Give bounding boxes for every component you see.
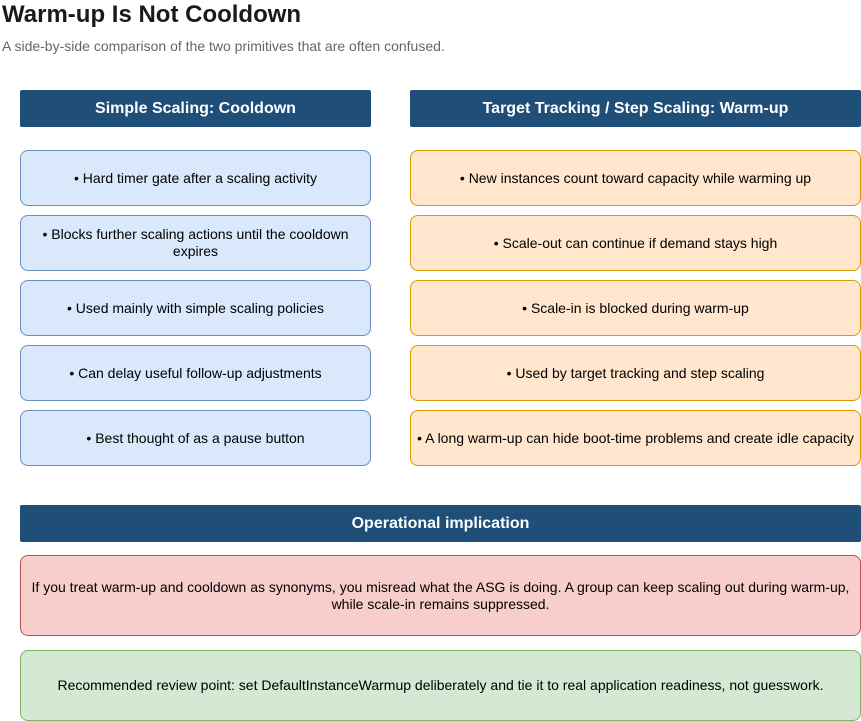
implication-recommendation: Recommended review point: set DefaultInstanceWarmup deliberately and tie it to real application readiness, not guesswork. <box>20 650 861 721</box>
cooldown-item-3: • Used mainly with simple scaling policies <box>20 280 371 336</box>
warmup-item-3: • Scale-in is blocked during warm-up <box>410 280 861 336</box>
implication-header: Operational implication <box>20 505 861 542</box>
cooldown-item-5: • Best thought of as a pause button <box>20 410 371 466</box>
warmup-item-2: • Scale-out can continue if demand stays high <box>410 215 861 271</box>
cooldown-item-2: • Blocks further scaling actions until the cooldown expires <box>20 215 371 271</box>
warmup-item-1: • New instances count toward capacity while warming up <box>410 150 861 206</box>
implication-warning: If you treat warm-up and cooldown as synonyms, you misread what the ASG is doing. A group can keep scaling out during warm-up, while scale-in remains suppressed. <box>20 555 861 636</box>
cooldown-item-4: • Can delay useful follow-up adjustments <box>20 345 371 401</box>
page-subtitle: A side-by-side comparison of the two primitives that are often confused. <box>2 38 445 54</box>
page-title: Warm-up Is Not Cooldown <box>2 1 302 28</box>
warmup-item-4: • Used by target tracking and step scaling <box>410 345 861 401</box>
warmup-item-5: • A long warm-up can hide boot-time problems and create idle capacity <box>410 410 861 466</box>
cooldown-header: Simple Scaling: Cooldown <box>20 90 371 127</box>
cooldown-item-1: • Hard timer gate after a scaling activity <box>20 150 371 206</box>
warmup-header: Target Tracking / Step Scaling: Warm-up <box>410 90 861 127</box>
